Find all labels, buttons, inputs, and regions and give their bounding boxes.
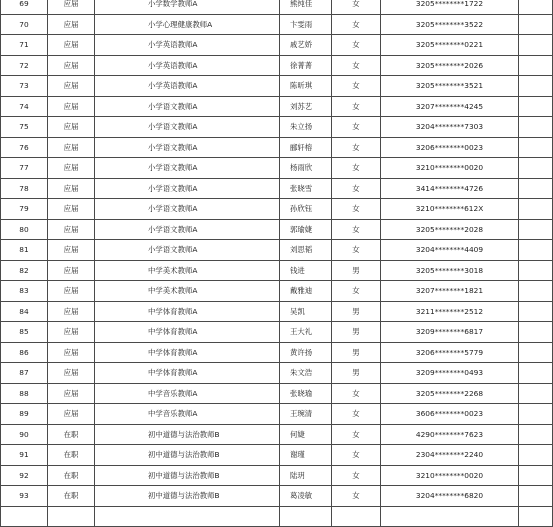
remarks-cell <box>519 445 553 466</box>
candidate-type-cell: 应届 <box>48 260 95 281</box>
candidate-type-cell: 应届 <box>48 404 95 425</box>
gender-cell: 女 <box>332 199 381 220</box>
gender-cell: 女 <box>332 424 381 445</box>
id-number-cell: 3205********3018 <box>381 260 519 281</box>
position-cell: 初中道德与法治教师B <box>95 445 280 466</box>
remarks-cell <box>519 14 553 35</box>
candidate-type-cell: 应届 <box>48 158 95 179</box>
table-row <box>1 55 553 76</box>
id-number-cell: 3211********2512 <box>381 301 519 322</box>
position-cell: 初中道德与法治教师B <box>95 465 280 486</box>
table-row <box>1 383 553 404</box>
remarks-cell <box>519 363 553 384</box>
remarks-cell <box>519 219 553 240</box>
name-cell: 郭瑜婕 <box>280 219 332 240</box>
candidate-type-cell: 应届 <box>48 240 95 261</box>
name-cell: 张晓瑜 <box>280 383 332 404</box>
candidate-type-cell: 应届 <box>48 342 95 363</box>
name-cell: 戚艺娇 <box>280 35 332 56</box>
remarks-cell <box>519 178 553 199</box>
position-cell <box>95 506 280 527</box>
remarks-cell <box>519 465 553 486</box>
position-cell: 中学体育教师A <box>95 301 280 322</box>
position-cell: 中学美术教师A <box>95 281 280 302</box>
table-row <box>1 137 553 158</box>
remarks-cell <box>519 342 553 363</box>
row-number-cell <box>1 506 48 527</box>
candidate-type-cell: 应届 <box>48 55 95 76</box>
id-number-cell: 3205********1722 <box>381 0 519 14</box>
position-cell: 中学美术教师A <box>95 260 280 281</box>
row-number-cell: 92 <box>1 465 48 486</box>
position-cell: 小学英语教师A <box>95 35 280 56</box>
name-cell: 吴凯 <box>280 301 332 322</box>
candidate-type-cell: 在职 <box>48 465 95 486</box>
candidate-type-cell: 应届 <box>48 301 95 322</box>
table-row <box>1 76 553 97</box>
gender-cell: 女 <box>332 404 381 425</box>
gender-cell: 女 <box>332 383 381 404</box>
row-number-cell: 82 <box>1 260 48 281</box>
remarks-cell <box>519 383 553 404</box>
id-number-cell: 3606********0023 <box>381 404 519 425</box>
id-number-cell: 4290********7623 <box>381 424 519 445</box>
name-cell: 黄许扬 <box>280 342 332 363</box>
position-cell: 小学语文教师A <box>95 199 280 220</box>
position-cell: 小学语文教师A <box>95 158 280 179</box>
gender-cell: 女 <box>332 76 381 97</box>
table-row <box>1 424 553 445</box>
row-number-cell: 81 <box>1 240 48 261</box>
name-cell <box>280 506 332 527</box>
position-cell: 中学体育教师A <box>95 342 280 363</box>
id-number-cell: 3210********0020 <box>381 158 519 179</box>
gender-cell: 女 <box>332 0 381 14</box>
gender-cell: 男 <box>332 301 381 322</box>
table-row <box>1 404 553 425</box>
table-body <box>1 0 553 527</box>
id-number-cell: 3414********4726 <box>381 178 519 199</box>
gender-cell: 女 <box>332 445 381 466</box>
remarks-cell <box>519 55 553 76</box>
candidate-type-cell: 应届 <box>48 281 95 302</box>
table-row <box>1 260 553 281</box>
table-row <box>1 506 553 527</box>
table-row <box>1 117 553 138</box>
gender-cell: 女 <box>332 14 381 35</box>
gender-cell: 女 <box>332 158 381 179</box>
name-cell: 何婕 <box>280 424 332 445</box>
position-cell: 小学语文教师A <box>95 96 280 117</box>
table-row <box>1 465 553 486</box>
id-number-cell: 3207********4245 <box>381 96 519 117</box>
table-row <box>1 322 553 343</box>
position-cell: 小学英语教师A <box>95 55 280 76</box>
table-row <box>1 0 553 14</box>
gender-cell: 女 <box>332 117 381 138</box>
row-number-cell: 91 <box>1 445 48 466</box>
remarks-cell <box>519 117 553 138</box>
candidate-type-cell: 在职 <box>48 445 95 466</box>
name-cell: 刘思韬 <box>280 240 332 261</box>
gender-cell: 女 <box>332 178 381 199</box>
name-cell: 杨雨欣 <box>280 158 332 179</box>
id-number-cell: 3204********6820 <box>381 486 519 507</box>
name-cell: 陈昕琪 <box>280 76 332 97</box>
candidate-type-cell: 应届 <box>48 117 95 138</box>
remarks-cell <box>519 158 553 179</box>
table-row <box>1 219 553 240</box>
name-cell: 谢瑾 <box>280 445 332 466</box>
candidate-type-cell: 在职 <box>48 486 95 507</box>
table-row <box>1 178 553 199</box>
name-cell: 王琬清 <box>280 404 332 425</box>
table-row <box>1 14 553 35</box>
remarks-cell <box>519 96 553 117</box>
row-number-cell: 80 <box>1 219 48 240</box>
position-cell: 中学音乐教师A <box>95 404 280 425</box>
row-number-cell: 85 <box>1 322 48 343</box>
candidate-type-cell: 应届 <box>48 199 95 220</box>
id-number-cell: 3210********612X <box>381 199 519 220</box>
position-cell: 小学心理健康教师A <box>95 14 280 35</box>
name-cell: 戴雅迪 <box>280 281 332 302</box>
row-number-cell: 90 <box>1 424 48 445</box>
remarks-cell <box>519 199 553 220</box>
row-number-cell: 74 <box>1 96 48 117</box>
position-cell: 中学体育教师A <box>95 363 280 384</box>
candidate-type-cell: 应届 <box>48 219 95 240</box>
name-cell: 熊纯佳 <box>280 0 332 14</box>
id-number-cell: 3210********0020 <box>381 465 519 486</box>
row-number-cell: 87 <box>1 363 48 384</box>
position-cell: 中学体育教师A <box>95 322 280 343</box>
id-number-cell: 3205********3522 <box>381 14 519 35</box>
row-number-cell: 93 <box>1 486 48 507</box>
id-number-cell: 3204********7303 <box>381 117 519 138</box>
remarks-cell <box>519 137 553 158</box>
position-cell: 小学语文教师A <box>95 117 280 138</box>
remarks-cell <box>519 240 553 261</box>
row-number-cell: 75 <box>1 117 48 138</box>
gender-cell: 女 <box>332 137 381 158</box>
table-row <box>1 281 553 302</box>
name-cell: 葛凌敏 <box>280 486 332 507</box>
id-number-cell: 3205********2028 <box>381 219 519 240</box>
remarks-cell <box>519 260 553 281</box>
name-cell: 郦轩榕 <box>280 137 332 158</box>
row-number-cell: 88 <box>1 383 48 404</box>
name-cell: 张晓雪 <box>280 178 332 199</box>
id-number-cell: 2304********2240 <box>381 445 519 466</box>
id-number-cell: 3205********3521 <box>381 76 519 97</box>
name-cell: 陆玥 <box>280 465 332 486</box>
id-number-cell: 3206********0023 <box>381 137 519 158</box>
gender-cell <box>332 506 381 527</box>
remarks-cell <box>519 0 553 14</box>
table-row <box>1 35 553 56</box>
name-cell: 朱文浩 <box>280 363 332 384</box>
remarks-cell <box>519 301 553 322</box>
gender-cell: 女 <box>332 465 381 486</box>
gender-cell: 男 <box>332 322 381 343</box>
id-number-cell: 3204********4409 <box>381 240 519 261</box>
name-cell: 钱进 <box>280 260 332 281</box>
candidate-type-cell <box>48 506 95 527</box>
name-cell: 朱立扬 <box>280 117 332 138</box>
candidate-type-cell: 应届 <box>48 383 95 404</box>
id-number-cell: 3206********5779 <box>381 342 519 363</box>
table-row <box>1 96 553 117</box>
position-cell: 初中道德与法治教师B <box>95 486 280 507</box>
remarks-cell <box>519 281 553 302</box>
position-cell: 小学语文教师A <box>95 219 280 240</box>
row-number-cell: 77 <box>1 158 48 179</box>
candidate-type-cell: 应届 <box>48 0 95 14</box>
row-number-cell: 78 <box>1 178 48 199</box>
position-cell: 小学语文教师A <box>95 137 280 158</box>
table-row <box>1 158 553 179</box>
id-number-cell: 3207********1821 <box>381 281 519 302</box>
gender-cell: 男 <box>332 342 381 363</box>
row-number-cell: 71 <box>1 35 48 56</box>
candidate-type-cell: 应届 <box>48 363 95 384</box>
position-cell: 小学语文教师A <box>95 240 280 261</box>
candidate-type-cell: 应届 <box>48 322 95 343</box>
position-cell: 初中道德与法治教师B <box>95 424 280 445</box>
id-number-cell: 3209********6817 <box>381 322 519 343</box>
table-row <box>1 199 553 220</box>
name-cell: 卞雯雨 <box>280 14 332 35</box>
row-number-cell: 69 <box>1 0 48 14</box>
id-number-cell <box>381 506 519 527</box>
remarks-cell <box>519 424 553 445</box>
gender-cell: 女 <box>332 281 381 302</box>
table-row <box>1 240 553 261</box>
row-number-cell: 83 <box>1 281 48 302</box>
gender-cell: 女 <box>332 486 381 507</box>
gender-cell: 男 <box>332 260 381 281</box>
gender-cell: 男 <box>332 363 381 384</box>
row-number-cell: 72 <box>1 55 48 76</box>
row-number-cell: 84 <box>1 301 48 322</box>
remarks-cell <box>519 506 553 527</box>
table-row <box>1 342 553 363</box>
id-number-cell: 3205********0221 <box>381 35 519 56</box>
table-row <box>1 301 553 322</box>
candidate-type-cell: 应届 <box>48 14 95 35</box>
candidate-type-cell: 应届 <box>48 137 95 158</box>
id-number-cell: 3209********0493 <box>381 363 519 384</box>
table-row <box>1 363 553 384</box>
gender-cell: 女 <box>332 35 381 56</box>
row-number-cell: 86 <box>1 342 48 363</box>
row-number-cell: 76 <box>1 137 48 158</box>
name-cell: 王大礼 <box>280 322 332 343</box>
id-number-cell: 3205********2026 <box>381 55 519 76</box>
gender-cell: 女 <box>332 96 381 117</box>
name-cell: 孙欣钰 <box>280 199 332 220</box>
name-cell: 徐菁菁 <box>280 55 332 76</box>
row-number-cell: 79 <box>1 199 48 220</box>
row-number-cell: 89 <box>1 404 48 425</box>
table-row <box>1 445 553 466</box>
position-cell: 小学语文教师A <box>95 178 280 199</box>
row-number-cell: 73 <box>1 76 48 97</box>
name-cell: 刘苏艺 <box>280 96 332 117</box>
position-cell: 小学数学教师A <box>95 0 280 14</box>
gender-cell: 女 <box>332 240 381 261</box>
candidate-type-cell: 应届 <box>48 35 95 56</box>
table-row <box>1 486 553 507</box>
gender-cell: 女 <box>332 219 381 240</box>
row-number-cell: 70 <box>1 14 48 35</box>
position-cell: 小学英语教师A <box>95 76 280 97</box>
remarks-cell <box>519 76 553 97</box>
candidate-type-cell: 在职 <box>48 424 95 445</box>
gender-cell: 女 <box>332 55 381 76</box>
position-cell: 中学音乐教师A <box>95 383 280 404</box>
candidate-type-cell: 应届 <box>48 76 95 97</box>
remarks-cell <box>519 35 553 56</box>
remarks-cell <box>519 322 553 343</box>
id-number-cell: 3205********2268 <box>381 383 519 404</box>
remarks-cell <box>519 404 553 425</box>
remarks-cell <box>519 486 553 507</box>
candidate-type-cell: 应届 <box>48 96 95 117</box>
candidate-type-cell: 应届 <box>48 178 95 199</box>
